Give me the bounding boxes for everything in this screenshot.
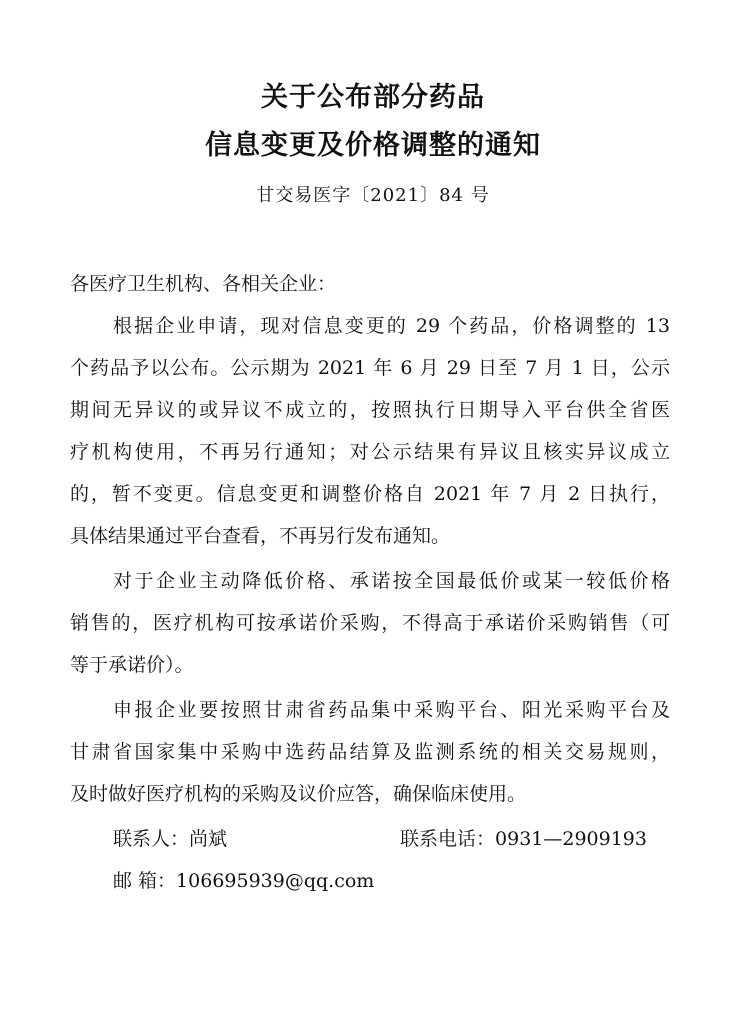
paragraph-2-line: 等于承诺价）。 (70, 654, 194, 676)
paragraph-1-line: 期间无异议的或异议不成立的，按照执行日期导入平台供全省医 (70, 399, 670, 421)
paragraph-2-line: 对于企业主动降低价格、承诺按全国最低价或某一较低价格 (113, 570, 670, 592)
contact-email (113, 867, 670, 895)
paragraph-3-line: 甘肃省国家集中采购中选药品结算及监测系统的相关交易规则， (70, 741, 670, 763)
document-number: 甘交易医字〔2021〕84 号 (256, 185, 490, 206)
contact-person-name: 尚斌 (189, 828, 228, 850)
paragraph-1-line: 的，暂不变更。信息变更和调整价格自 2021 年 7 月 2 日执行， (70, 483, 670, 505)
contact-phone-label: 联系电话： (400, 828, 496, 850)
title-line-2: 信息变更及价格调整的通知 (205, 130, 541, 161)
contact-phone-number: 0931—2909193 (495, 828, 647, 850)
contact-person-label: 联系人： (113, 828, 190, 850)
paragraph-2-line: 销售的，医疗机构可按承诺价采购，不得高于承诺价采购销售（可 (70, 612, 670, 634)
contact-phone (400, 825, 647, 853)
contact-email-label: 邮 箱： (113, 870, 177, 892)
salutation: 各医疗卫生机构、各相关企业： (70, 273, 337, 295)
contact-email-address: 106695939@qq.com (176, 870, 375, 892)
paragraph-1-line: 根据企业申请，现对信息变更的 29 个药品，价格调整的 13 (113, 315, 670, 337)
paragraph-1-line: 具体结果通过平台查看，不再另行发布通知。 (70, 525, 451, 547)
paragraph-1-line: 疗机构使用，不再另行通知；对公示结果有异议且核实异议成立 (70, 441, 670, 463)
paragraph-1-line: 个药品予以公布。公示期为 2021 年 6 月 29 日至 7 月 1 日，公示 (70, 357, 670, 379)
paragraph-3-line: 及时做好医疗机构的采购及议价应答，确保临床使用。 (70, 783, 527, 805)
paragraph-3-line: 申报企业要按照甘肃省药品集中采购平台、阳光采购平台及 (113, 699, 670, 721)
title-line-1: 关于公布部分药品 (261, 82, 485, 113)
